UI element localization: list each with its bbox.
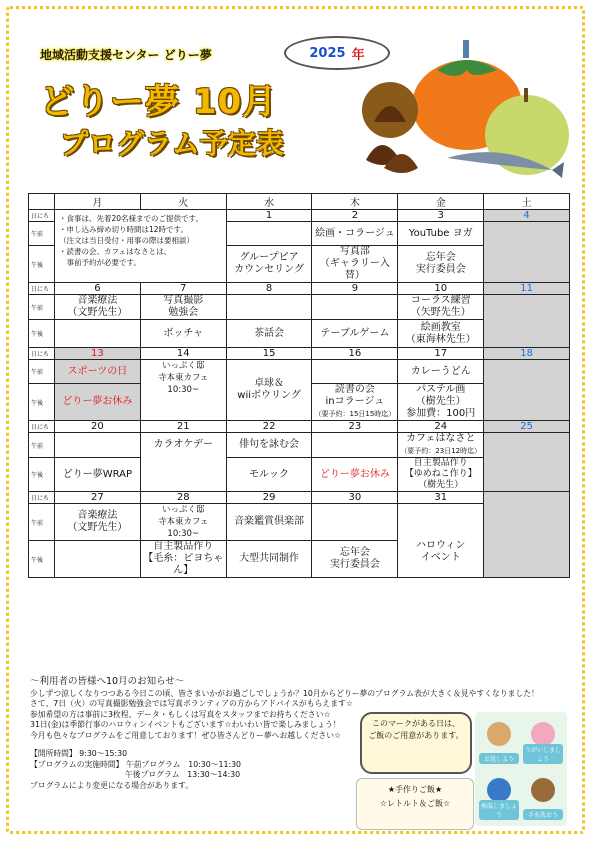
year-suffix: 年 bbox=[351, 47, 365, 63]
saturday-closed-cell bbox=[484, 222, 570, 283]
weekday-thu: 木 bbox=[312, 194, 398, 210]
program-cell: 音楽鑑賞倶楽部 bbox=[226, 504, 312, 541]
date-cell: 23 bbox=[312, 421, 398, 433]
label-pm: 午後 bbox=[29, 246, 55, 283]
program-cell bbox=[55, 433, 141, 458]
date-cell-saturday: 4 bbox=[484, 210, 570, 222]
week1-date-row bbox=[29, 210, 570, 222]
date-cell: 22 bbox=[226, 421, 312, 433]
program-cell bbox=[226, 222, 312, 246]
date-cell: 14 bbox=[140, 348, 226, 360]
weekday-header-row bbox=[29, 194, 570, 210]
label-pm: 午後 bbox=[29, 458, 55, 492]
week3-am-row bbox=[29, 360, 570, 384]
program-cell bbox=[312, 384, 398, 421]
legend-homemade: ★手作りご飯★ bbox=[387, 785, 443, 794]
program-cell bbox=[312, 295, 398, 320]
weekday-fri: 金 bbox=[398, 194, 484, 210]
corner-cell bbox=[29, 194, 55, 210]
organization-name: 地域活動支援センター どりー夢 bbox=[40, 48, 212, 62]
date-cell-saturday: 11 bbox=[484, 283, 570, 295]
date-cell: 10 bbox=[398, 283, 484, 295]
date-cell: 17 bbox=[398, 348, 484, 360]
program-cell: ボッチャ bbox=[140, 320, 226, 348]
program-cell: 自主製品作り 【毛糸：ピヨちゃん】 bbox=[140, 541, 226, 578]
program-cell bbox=[55, 541, 141, 578]
label-pm: 午後 bbox=[29, 320, 55, 348]
date-cell: 24 bbox=[398, 421, 484, 433]
date-cell: 3 bbox=[398, 210, 484, 222]
week2-am-row bbox=[29, 295, 570, 320]
notice-line: 参加希望の方は事前に3枚程、データ・もしくは写真をスタッフまでお持ちください☆ bbox=[30, 709, 331, 719]
program-cell: 音楽療法 （文野先生） bbox=[55, 295, 141, 320]
program-time-am: 【プログラムの実施時間】 午前プログラム 10:30～11:30 bbox=[30, 759, 241, 769]
notice-heading: ～利用者の皆様へ10月のお知らせ～ bbox=[30, 676, 185, 687]
program-title: ハロウィン イベント bbox=[416, 539, 466, 563]
program-cell bbox=[55, 320, 141, 348]
animal-card bbox=[479, 716, 519, 766]
program-cell: YouTube ヨガ bbox=[398, 222, 484, 246]
program-calendar bbox=[28, 193, 570, 578]
program-cell bbox=[312, 504, 398, 541]
dog-icon bbox=[479, 716, 519, 752]
autumn-fruits-illustration bbox=[352, 30, 572, 190]
date-cell-holiday: 13 bbox=[55, 348, 141, 360]
program-cell: カレーうどん bbox=[398, 360, 484, 384]
program-cell: 忘年会 実行委員会 bbox=[312, 541, 398, 578]
date-cell: 16 bbox=[312, 348, 398, 360]
mark-text: ご飯のご用意があります。 bbox=[368, 731, 464, 740]
weekday-tue: 火 bbox=[140, 194, 226, 210]
reservation-note: （要予約：15日15時迄） bbox=[314, 410, 396, 418]
program-cell: 写真撮影 勉強会 bbox=[140, 295, 226, 320]
label-am: 午前 bbox=[29, 222, 55, 246]
date-cell: 27 bbox=[55, 492, 141, 504]
animal-label: お返しよう bbox=[479, 753, 519, 764]
date-cell-saturday: 25 bbox=[484, 421, 570, 433]
weekday-wed: 水 bbox=[226, 194, 312, 210]
program-cell: 絵画教室 （東海林先生） bbox=[398, 320, 484, 348]
date-cell: 1 bbox=[226, 210, 312, 222]
program-title: カフェはなさと bbox=[405, 433, 476, 444]
program-cell: どりー夢WRAP bbox=[55, 458, 141, 492]
change-note: プログラムにより変更になる場合があります。 bbox=[30, 780, 194, 790]
date-cell: 31 bbox=[398, 492, 484, 504]
page-title-line2: プログラム予定表 bbox=[60, 127, 284, 160]
date-cell: 21 bbox=[140, 421, 226, 433]
date-cell: 7 bbox=[140, 283, 226, 295]
notice-line: 31日(金)は季節行事のハロウィンイベントもございます☆わいわい皆で楽しみましょう！ bbox=[30, 720, 341, 729]
program-cell: コーラス練習 （矢野先生） bbox=[398, 295, 484, 320]
program-cell bbox=[312, 360, 398, 384]
label-date: 日にち bbox=[29, 348, 55, 360]
saturday-closed-cell bbox=[484, 360, 570, 421]
label-am: 午前 bbox=[29, 433, 55, 458]
notice-line: さて、7日（火）の写真撮影勉強会では写真ボランティアの方からアドバイスがもらえます☆ bbox=[30, 699, 353, 708]
program-cell: 忘年会 実行委員会 bbox=[398, 246, 484, 283]
label-date: 日にち bbox=[29, 210, 55, 222]
program-cell: 写真部 （ギャラリー入替） bbox=[312, 246, 398, 283]
reservation-note: （要予約：23日12時迄） bbox=[400, 447, 482, 455]
health-tips-illustration bbox=[475, 712, 567, 826]
animal-label: 手を洗おう bbox=[523, 809, 563, 820]
holiday-cell: スポーツの日 bbox=[55, 360, 141, 384]
note-line: （注文は当日受付・用事の際は要相談） bbox=[59, 236, 194, 245]
label-am: 午前 bbox=[29, 360, 55, 384]
chestnut-icon bbox=[362, 82, 418, 173]
program-cell: いっぷく邸 寺本東カフェ 10:30~ bbox=[140, 504, 226, 541]
week4-date-row bbox=[29, 421, 570, 433]
program-cell: 絵画・コラージュ bbox=[312, 222, 398, 246]
weekday-mon: 月 bbox=[55, 194, 141, 210]
label-date: 日にち bbox=[29, 421, 55, 433]
holiday-cell: どりー夢お休み bbox=[55, 384, 141, 421]
program-cell: 卓球＆ wiiボウリング bbox=[226, 360, 312, 421]
program-cell: グループピア カウンセリング bbox=[226, 246, 312, 283]
program-title: 読書の会 inコラージュ bbox=[325, 384, 385, 407]
program-cell: 音楽療法 （文野先生） bbox=[55, 504, 141, 541]
label-am: 午前 bbox=[29, 504, 55, 541]
program-cell bbox=[398, 433, 484, 458]
week4-am-row bbox=[29, 433, 570, 458]
week5-date-row bbox=[29, 492, 570, 504]
animal-card bbox=[523, 716, 563, 766]
animal-label: 検温しましょう bbox=[479, 800, 519, 820]
program-cell: 大型共同制作 bbox=[226, 541, 312, 578]
program-cell: モルック bbox=[226, 458, 312, 492]
note-line: ・読書の会、カフェはなさとは、 bbox=[59, 247, 172, 256]
label-date: 日にち bbox=[29, 283, 55, 295]
date-cell-saturday: 18 bbox=[484, 348, 570, 360]
program-cell: カラオケデー bbox=[140, 433, 226, 492]
date-cell: 8 bbox=[226, 283, 312, 295]
program-cell: 茶話会 bbox=[226, 320, 312, 348]
year-number: 2025 bbox=[309, 45, 346, 61]
date-cell: 29 bbox=[226, 492, 312, 504]
label-pm: 午後 bbox=[29, 541, 55, 578]
page-title-line1: どりー夢 10月 bbox=[40, 82, 278, 122]
program-cell bbox=[226, 295, 312, 320]
opening-hours: 【開所時間】 9:30～15:30 bbox=[30, 749, 128, 758]
weekday-sat: 土 bbox=[484, 194, 570, 210]
program-cell bbox=[312, 433, 398, 458]
note-line: ・申し込み締め切り時間は12時です。 bbox=[59, 225, 188, 234]
program-cell: パステル画 （樹先生） 参加費：100円 bbox=[398, 384, 484, 421]
note-line: ・食事は、先着20名様までのご提供です。 bbox=[59, 214, 203, 223]
notice-line: 今月も色々なプログラムをご用意しております！ぜひ皆さんどりー夢へお越しください☆ bbox=[30, 730, 341, 740]
program-cell: いっぷく邸 寺本東カフェ 10:30~ bbox=[140, 360, 226, 421]
program-time-pm: 午後プログラム 13:30～14:30 bbox=[125, 770, 241, 779]
program-cell: テーブルゲーム bbox=[312, 320, 398, 348]
label-date: 日にち bbox=[29, 492, 55, 504]
date-cell: 2 bbox=[312, 210, 398, 222]
date-cell: 9 bbox=[312, 283, 398, 295]
saturday-closed-cell bbox=[484, 492, 570, 578]
saturday-closed-cell bbox=[484, 295, 570, 348]
program-cell: 自主製品作り 【ゆめねこ作り】 （樹先生） bbox=[398, 458, 484, 492]
closed-day-cell: どりー夢お休み bbox=[312, 458, 398, 492]
halloween-cell bbox=[398, 504, 484, 578]
meal-type-legend bbox=[356, 778, 474, 830]
date-cell: 15 bbox=[226, 348, 312, 360]
animal-card bbox=[479, 772, 519, 822]
date-cell: 20 bbox=[55, 421, 141, 433]
mark-text: このマークがある日は、 bbox=[372, 719, 460, 728]
bear-icon bbox=[523, 772, 563, 808]
week3-date-row bbox=[29, 348, 570, 360]
legend-retort: ☆レトルト＆ご飯☆ bbox=[379, 799, 451, 808]
saturday-closed-cell bbox=[484, 433, 570, 492]
week2-date-row bbox=[29, 283, 570, 295]
notice-line: 少しずつ涼しくなりつつある今日この頃、皆さまいかがお過ごしでしょうか？10月からどりー夢のプログラム表が大きく＆見やすくなりました！ bbox=[30, 688, 539, 698]
label-am: 午前 bbox=[29, 295, 55, 320]
date-cell: 28 bbox=[140, 492, 226, 504]
animal-label: うがいしましょう bbox=[523, 744, 563, 764]
note-line: 事前予約が必要です。 bbox=[59, 258, 141, 267]
date-cell: 6 bbox=[55, 283, 141, 295]
label-pm: 午後 bbox=[29, 384, 55, 421]
program-cell: 俳句を詠む会 bbox=[226, 433, 312, 458]
meal-mark-legend bbox=[360, 712, 472, 774]
animal-card bbox=[523, 772, 563, 822]
date-cell: 30 bbox=[312, 492, 398, 504]
meal-notes bbox=[55, 210, 227, 283]
